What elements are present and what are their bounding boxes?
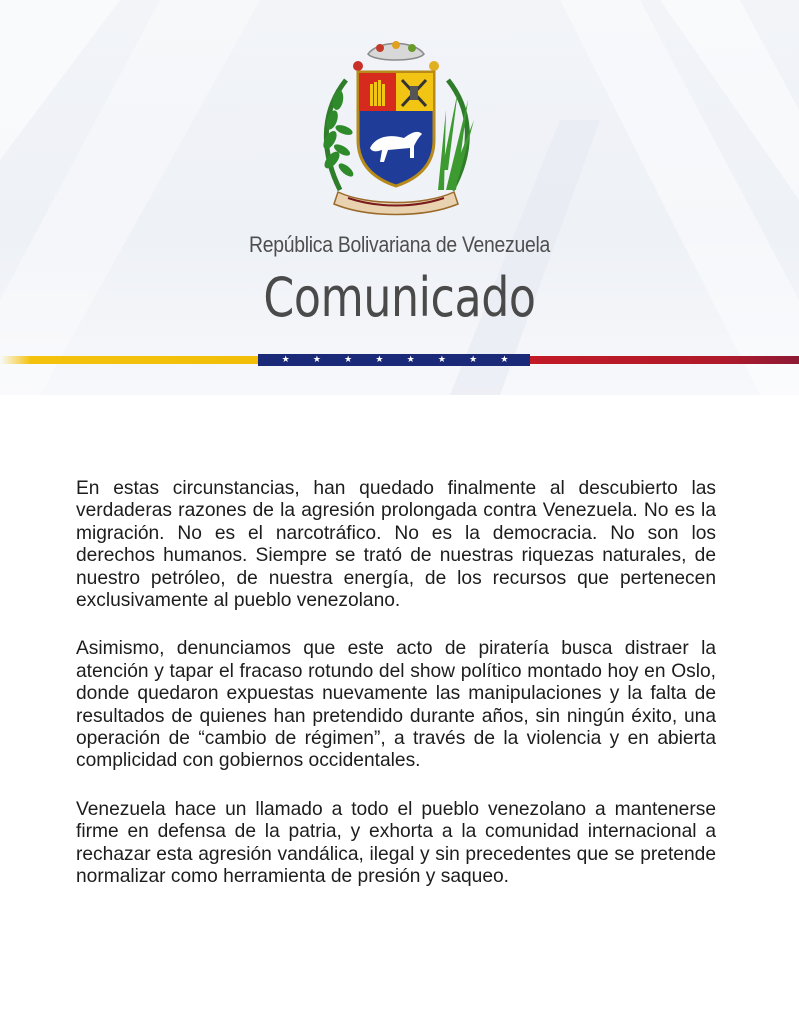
paragraph: Venezuela hace un llamado a todo el pueblo venezolano a mantenerse firme en defensa de la patria, y exhorta a la comunidad internacional a rechazar esta agresión vandálica, ilegal y sin precedentes que se pretende normalizar como herramienta de presión y saqueo. <box>76 798 716 888</box>
star-icon: ★ <box>469 355 478 365</box>
paragraph: Asimismo, denunciamos que este acto de piratería busca distraer la atención y tapar el fracaso rotundo del show político montado hoy en Oslo, donde quedaron expuestas nuevamente las manipulaciones y la falta de resultados de quienes han pretendido durante años, sin ningún éxito, una operación de “cambio de régimen”, a través de la violencia y en abierta complicidad con gobiernos occidentales. <box>76 638 716 772</box>
star-icon: ★ <box>500 355 509 365</box>
flag-yellow-stripe <box>0 356 258 364</box>
star-icon: ★ <box>406 355 415 365</box>
star-icon: ★ <box>312 355 321 365</box>
statement-body <box>76 478 716 915</box>
coat-of-arms-icon <box>318 40 474 220</box>
star-icon: ★ <box>344 355 353 365</box>
star-icon: ★ <box>281 355 290 365</box>
star-icon: ★ <box>437 355 446 365</box>
republic-name: República Bolivariana de Venezuela <box>248 232 551 257</box>
flag-stars <box>270 354 520 366</box>
page-title: Comunicado <box>263 266 536 329</box>
flag-bar <box>0 354 799 366</box>
flag-red-stripe <box>530 356 799 364</box>
paragraph: En estas circunstancias, han quedado finalmente al descubierto las verdaderas razones de la agresión prolongada contra Venezuela. No es la migración. No es el narcotráfico. No es la democracia. No son los derechos humanos. Siempre se trató de nuestras riquezas naturales, de nuestro petróleo, de nuestra energía, de los recursos que pertenecen exclusivamente al pueblo venezolano. <box>76 478 716 612</box>
star-icon: ★ <box>375 355 384 365</box>
